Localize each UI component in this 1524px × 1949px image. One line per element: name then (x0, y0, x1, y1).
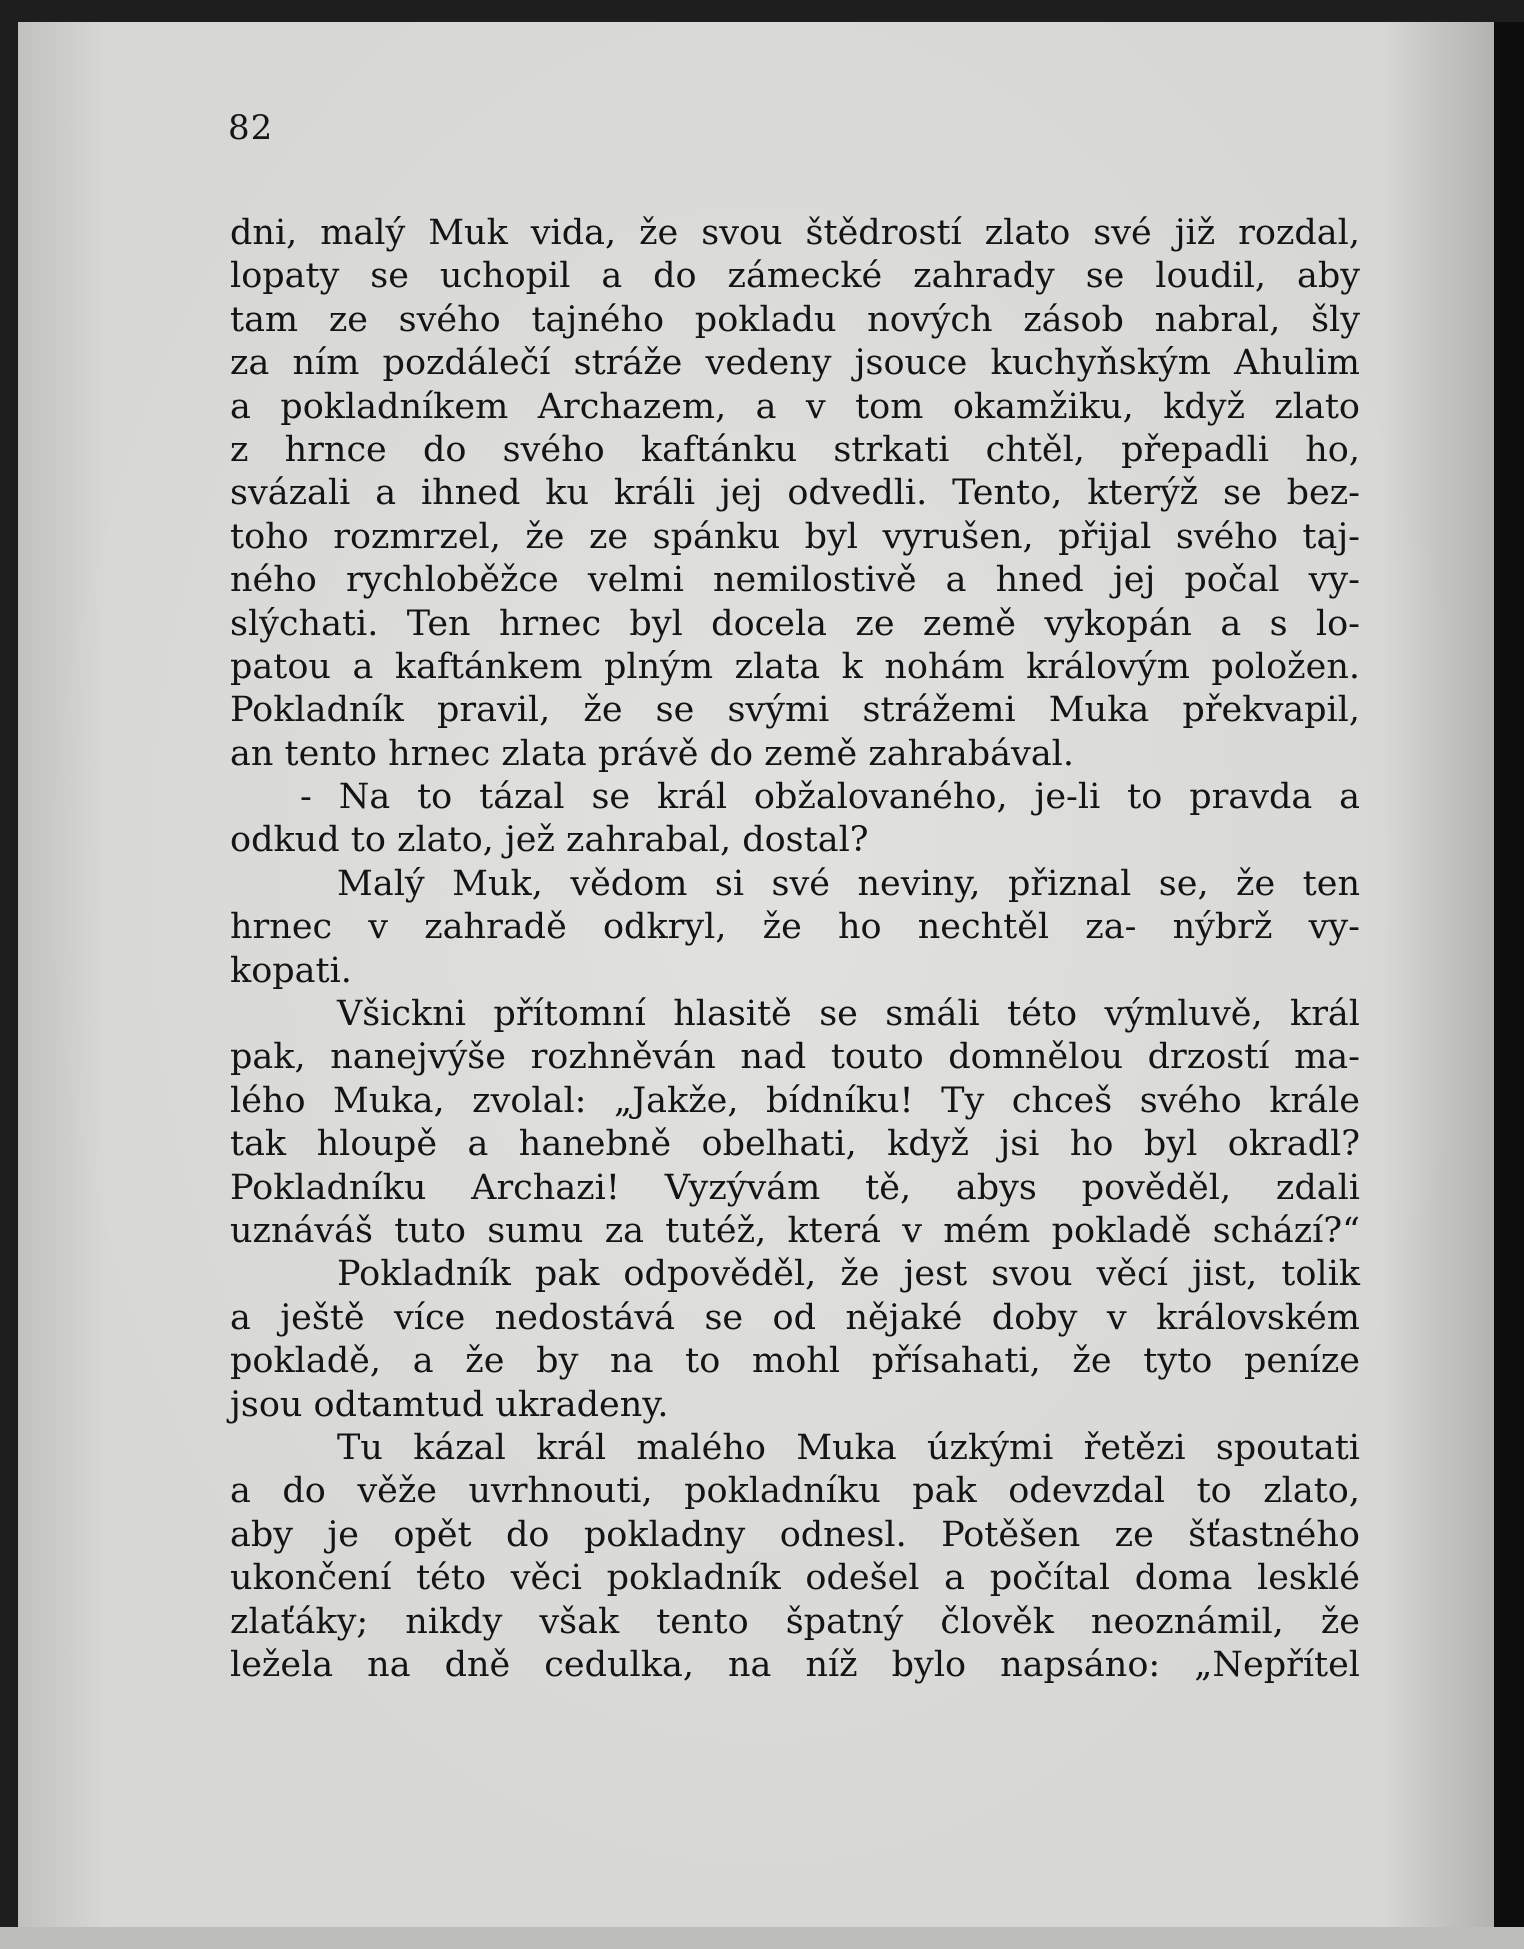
text-line: an tento hrnec zlata právě do země zahrabával. (230, 733, 1074, 774)
text-line: a ještě více nedostává se od nějaké doby v královském (230, 1297, 1360, 1338)
text-line: Pokladník pravil, že se svými strážemi Muka překvapil, (230, 690, 1360, 731)
text-line: toho rozmrzel, že ze spánku byl vyrušen, přijal svého taj- (230, 516, 1360, 557)
scan-border-bottom (0, 1927, 1524, 1949)
text-line: pak, nanejvýše rozhněván nad touto domnělou drzostí ma- (230, 1037, 1360, 1078)
text-line: tam ze svého tajného pokladu nových zásob nabral, šly (230, 299, 1360, 340)
text-line: Všickni přítomní hlasitě se smáli této výmluvě, král (337, 994, 1360, 1035)
text-line: uznáváš tuto sumu za tutéž, která v mém pokladě schází?“ (230, 1210, 1360, 1251)
text-line: ležela na dně cedulka, na níž bylo napsáno: „Nepřítel (230, 1644, 1360, 1685)
text-line: patou a kaftánkem plným zlata k nohám královým položen. (230, 646, 1360, 687)
body-text (230, 212, 1360, 1687)
text-line: z hrnce do svého kaftánku strkati chtěl, přepadli ho, (230, 429, 1360, 470)
text-line: svázali a ihned ku králi jej odvedli. Tento, kterýž se bez- (230, 473, 1360, 514)
scan-border-right (1494, 22, 1524, 1949)
text-line: Pokladník pak odpověděl, že jest svou věcí jist, tolik (337, 1254, 1360, 1295)
text-line: Tu kázal král malého Muka úzkými řetězi spoutati (337, 1427, 1360, 1468)
text-line: a pokladníkem Archazem, a v tom okamžiku, když zlato (230, 386, 1360, 427)
text-line: a do věže uvrhnouti, pokladníku pak odevzdal to zlato, (230, 1471, 1360, 1512)
text-line: Pokladníku Archazi! Vyzývám tě, abys pověděl, zdali (230, 1167, 1360, 1208)
text-line: jsou odtamtud ukradeny. (230, 1384, 669, 1425)
text-line: ukončení této věci pokladník odešel a počítal doma lesklé (230, 1558, 1360, 1599)
text-line: zlaťáky; nikdy však tento špatný člověk neoznámil, že (230, 1601, 1360, 1642)
text-line: ného rychloběžce velmi nemilostivě a hned jej počal vy- (230, 560, 1360, 601)
text-line: aby je opět do pokladny odnesl. Potěšen ze šťastného (230, 1514, 1360, 1555)
text-line: pokladě, a že by na to mohl přísahati, že tyto peníze (230, 1341, 1360, 1382)
page-number: 82 (228, 108, 274, 148)
text-line: hrnec v zahradě odkryl, že ho nechtěl za- nýbrž vy- (230, 907, 1360, 948)
text-line: tak hloupě a hanebně obelhati, když jsi ho byl okradl? (230, 1124, 1360, 1165)
text-line: lopaty se uchopil a do zámecké zahrady se loudil, aby (230, 256, 1360, 297)
text-line: slýchati. Ten hrnec byl docela ze země vykopán a s lo- (230, 603, 1360, 644)
text-line: - Na to tázal se král obžalovaného, je-li to pravda a (300, 777, 1360, 818)
text-line: kopati. (230, 950, 352, 991)
text-line: za ním pozdálečí stráže vedeny jsouce kuchyňským Ahulim (230, 343, 1360, 384)
text-line: Malý Muk, vědom si své neviny, přiznal se, že ten (337, 863, 1360, 904)
text-line: odkud to zlato, jež zahrabal, dostal? (230, 820, 869, 861)
text-line: lého Muka, zvolal: „Jakže, bídníku! Ty chceš svého krále (230, 1080, 1360, 1121)
text-line: dni, malý Muk vida, že svou štědrostí zlato své již rozdal, (230, 213, 1360, 253)
